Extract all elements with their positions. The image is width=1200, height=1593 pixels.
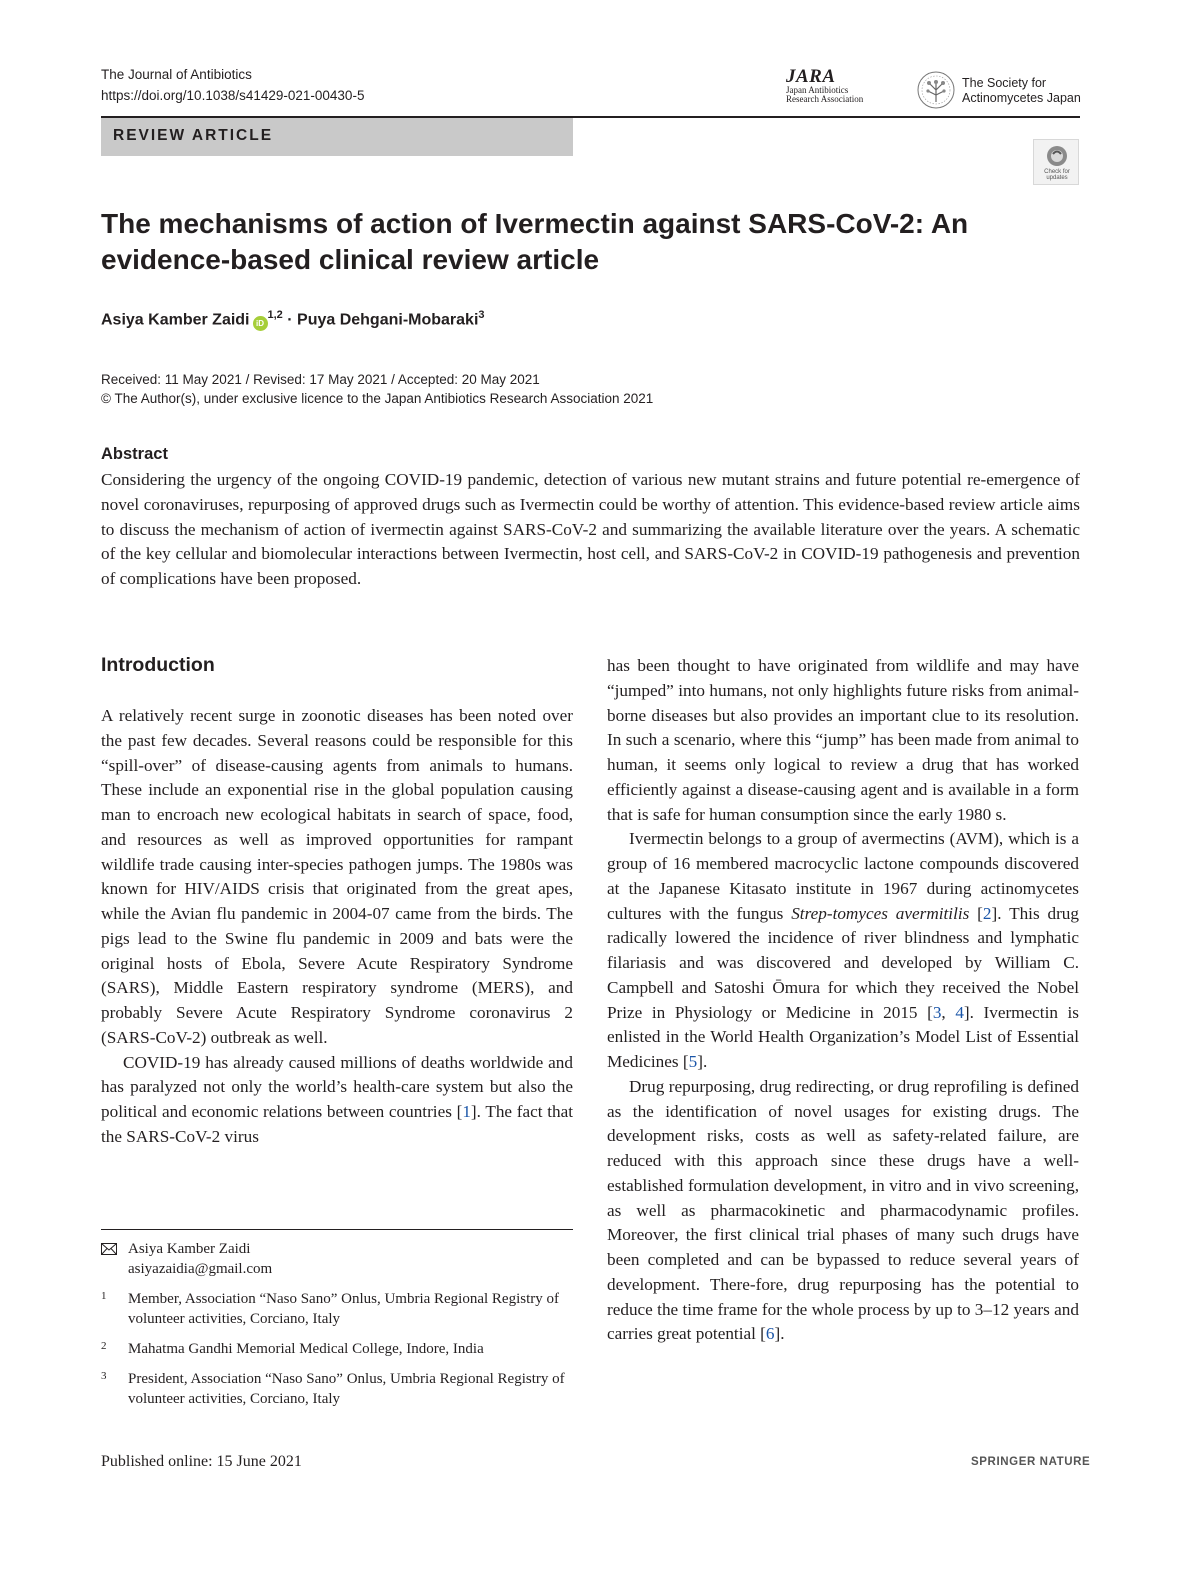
jara-line1: Japan Antibiotics	[786, 85, 849, 95]
author-affiliation: 1,2	[267, 309, 283, 321]
author-list	[101, 309, 485, 331]
footnotes	[101, 1239, 573, 1419]
article-dates: Received: 11 May 2021 / Revised: 17 May 2021 / Accepted: 20 May 2021	[101, 372, 540, 387]
check-for-updates-button[interactable]	[1033, 139, 1079, 185]
paragraph-text: ].	[774, 1324, 785, 1344]
affiliation-note	[101, 1339, 573, 1359]
paragraph-text: ].	[697, 1052, 708, 1071]
correspondence-note	[101, 1239, 573, 1279]
jara-line2: Research Association	[786, 94, 864, 104]
citation-link[interactable]: 2	[982, 903, 992, 923]
affiliation-text: President, Association “Naso Sano” Onlus, Umbria Regional Registry of volunteer activities, Corciano, Italy	[128, 1371, 565, 1407]
paragraph-text: ,	[941, 1002, 956, 1022]
author-affiliation: 3	[478, 309, 485, 321]
paragraph: A relatively recent surge in zoonotic diseases has been noted over the past few decades. Several reasons could be responsible for this “spill-over” of disease-causing agents from animals to humans. These include an exponential rise in the global population causing man to encroach new ecological habitats in search of space, food, and resources as well as improved opportunities for rampant wildlife trade causing inter-species pathogen jumps. The 1980s was known for HIV/AIDS crisis that originated from the great apes, while the Avian flu pandemic in 2004-07 came from the birds. The pigs lead to the Swine flu pandemic in 2009 and bats were the original hosts of Ebola, Severe Acute Respiratory Syndrome (SARS), Middle Eastern respiratory syndrome (MERS), and probably Severe Acute Respiratory Syndrome coronavirus 2 (SARS-CoV-2) outbreak as well.	[101, 706, 573, 1047]
affiliation-text: Member, Association “Naso Sano” Onlus, Umbria Regional Registry of volunteer activities, Corciano, Italy	[128, 1291, 559, 1327]
author-separator: ·	[282, 311, 298, 329]
publisher-logo: SPRINGER NATURE	[971, 1456, 1091, 1468]
affiliation-text: Mahatma Gandhi Memorial Medical College, Indore, India	[128, 1341, 484, 1357]
journal-name: The Journal of Antibiotics	[101, 67, 252, 82]
jara-logo	[786, 68, 886, 104]
citation-link[interactable]: 5	[688, 1052, 698, 1071]
paragraph-text: ]. Ivermectin is enlisted in the World Health Organization’s Model List of Essential Medicines [	[607, 1002, 1079, 1071]
email-link[interactable]: asiyazaidia@gmail.com	[128, 1261, 273, 1277]
species-name: Strep-tomyces avermitilis	[791, 903, 970, 923]
citation-link[interactable]: 6	[765, 1324, 775, 1344]
paragraph	[101, 1051, 573, 1150]
paragraph-text: ]. This drug radically lowered the incidence of river blindness and lymphatic filariasis and was discovered and developed by William C. Campbell and Satoshi Ōmura for which they received the Nobel Prize in Physiology or Medicine in 2015 [	[607, 903, 1079, 1022]
article-title: The mechanisms of action of Ivermectin against SARS-CoV-2: An evidence-based clinical review article	[101, 208, 969, 275]
society-line1: The Society for	[962, 76, 1047, 90]
paragraph-text: [	[969, 903, 983, 923]
society-emblem-icon	[916, 70, 956, 110]
paragraph-text: Ivermectin belongs to a group of avermectins (AVM), which is a group of 16 membered macrocyclic lactone compounds discovered at the Japanese Kitasato institute in 1967 during actinomycetes cultures with the fungus	[607, 829, 1079, 923]
section-banner	[101, 118, 573, 156]
check-for-updates-label: Check for updates	[1044, 169, 1070, 181]
paragraph: has been thought to have originated from wildlife and may have “jumped” into humans, not only highlights future risks from animal-borne diseases but also provides an important clue to its resolution. In such a scenario, where this “jump” has been made from animal to human, it seems only logical to review a drug that has worked efficiently against a disease-causing agent and is available in a form that is safe for human consumption since the early 1980 s.	[607, 656, 1079, 824]
published-date: Published online: 15 June 2021	[101, 1453, 302, 1470]
citation-link[interactable]: 3	[932, 1002, 942, 1022]
citation-link[interactable]: 4	[955, 1002, 964, 1022]
society-line2: Actinomycetes Japan	[962, 91, 1081, 105]
section-heading: Introduction	[101, 654, 215, 676]
abstract-heading: Abstract	[101, 445, 168, 463]
citation-link[interactable]: 1	[462, 1102, 471, 1121]
affiliation-note	[101, 1369, 573, 1409]
copyright-line: © The Author(s), under exclusive licence to the Japan Antibiotics Research Association 2021	[101, 391, 654, 406]
paragraph	[607, 827, 1079, 1075]
abstract-text: Considering the urgency of the ongoing COVID-19 pandemic, detection of various new mutant strains and future potential re-emergence of novel coronaviruses, repurposing of approved drugs such as Ivermectin could be worthy of attention. This evidence-based review article aims to discuss the mechanism of action of ivermectin against SARS-CoV-2 and summarizing the available literature over the years. A schematic of the key cellular and biomolecular interactions between Ivermectin, host cell, and SARS-CoV-2 in COVID-19 pathogenesis and prevention of complications have been proposed.	[101, 470, 1080, 589]
paragraph-text: Drug repurposing, drug redirecting, or drug reprofiling is defined as the identification of novel usages for existing drugs. The development risks, costs as well as safety-related failure, are reduced with this approach since these drugs have a well-established formulation development, in vitro and in vivo screening, as well as pharmacokinetic and pharmacodynamic profiles. Moreover, the first clinical trial phases of many such drugs have been completed and can be bypassed to reduce several years of development. There-fore, drug repurposing has the potential to reduce the time frame for the whole process by up to 3–12 years and carries great potential [	[607, 1076, 1079, 1344]
jara-logo-text: JARA	[786, 66, 836, 87]
affiliation-marker: 1	[101, 1290, 107, 1302]
article-history	[101, 370, 653, 408]
section-label: REVIEW ARTICLE	[113, 127, 274, 144]
corresponding-author: Asiya Kamber Zaidi	[128, 1241, 251, 1257]
paragraph-text: ]. The fact that the SARS-CoV-2 virus	[101, 1102, 573, 1146]
affiliation-marker: 2	[101, 1340, 107, 1352]
author-name[interactable]: Puya Dehgani-Mobaraki	[297, 311, 479, 329]
right-column	[607, 654, 1079, 1347]
doi-link[interactable]: https://doi.org/10.1038/s41429-021-00430-5	[101, 88, 365, 103]
check-for-updates-icon	[1034, 140, 1080, 170]
envelope-icon	[101, 1243, 117, 1255]
left-column	[101, 704, 573, 1150]
footnote-rule	[101, 1229, 573, 1230]
author-name[interactable]: Asiya Kamber Zaidi	[101, 311, 250, 329]
paragraph-text: COVID-19 has already caused millions of deaths worldwide and has paralyzed not only the world’s health-care system but also the political and economic relations between countries [	[101, 1052, 573, 1121]
orcid-icon[interactable]: iD	[253, 316, 268, 331]
journal-info	[101, 64, 364, 106]
paragraph	[607, 1075, 1079, 1347]
affiliation-note	[101, 1289, 573, 1329]
affiliation-marker: 3	[101, 1370, 107, 1382]
